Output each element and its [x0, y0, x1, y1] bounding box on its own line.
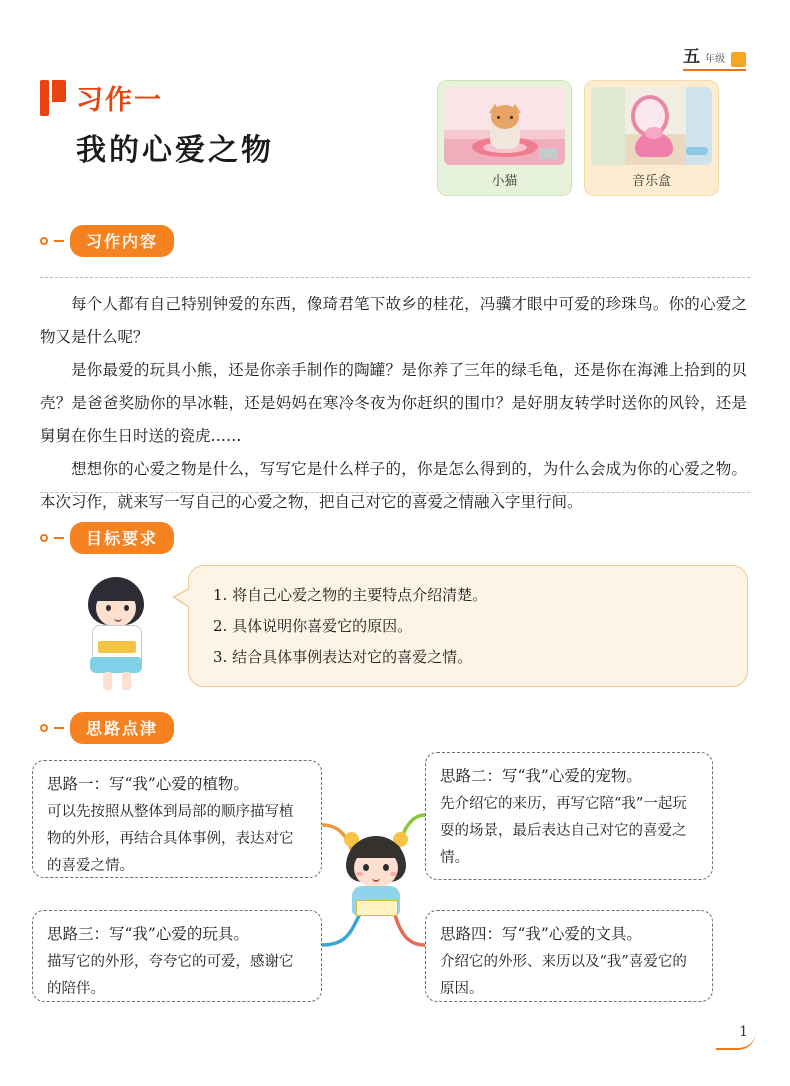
goals-speech-bubble [188, 565, 748, 687]
page-title [40, 78, 420, 169]
paragraph: 是你最爱的玩具小熊，还是你亲手制作的陶罐？是你养了三年的绿毛龟，还是你在海滩上拾到的贝壳？是爸爸奖励你的旱冰鞋，还是妈妈在寒冷冬夜为你赶织的围巾？是好朋友转学时送你的风铃，还是舅舅在你生日时送的瓷虎…… [40, 361, 747, 445]
grade-suffix: 年级 [705, 54, 725, 65]
girl-character-icon [62, 573, 172, 693]
section-header-goals [40, 522, 174, 554]
goal-item: 1. 将自己心爱之物的主要特点介绍清楚。 [213, 586, 488, 604]
idea-text: 描写它的外形，夸夸它的可爱，感谢它的陪伴。 [47, 954, 294, 997]
section-header-content [40, 225, 174, 257]
paragraph: 想想你的心爱之物是什么，写写它是什么样子的，你是怎么得到的，为什么会成为你的心爱之物。本次习作，就来写一写自己的心爱之物，把自己对它的喜爱之情融入字里行间。 [40, 460, 747, 511]
bullet-line-icon [54, 727, 64, 729]
idea-title: 思路四：写“我”心爱的文具。 [440, 925, 642, 943]
idea-title: 思路一：写“我”心爱的植物。 [47, 775, 249, 793]
idea-text: 介绍它的外形、来历以及“我”喜爱它的原因。 [440, 954, 687, 997]
divider [40, 277, 750, 278]
idea-box [32, 910, 322, 1002]
bullet-line-icon [54, 240, 64, 242]
divider [40, 492, 750, 493]
cat-photo-icon [444, 87, 565, 165]
grade-tag [683, 42, 746, 71]
idea-title: 思路二：写“我”心爱的宠物。 [440, 767, 642, 785]
picture-card-caption: 音乐盒 [631, 174, 671, 189]
reading-child-icon [330, 830, 422, 926]
content-paragraphs [40, 288, 747, 519]
unit-label: 习作一 [76, 85, 163, 116]
idea-box [425, 752, 713, 880]
music-box-photo-icon [591, 87, 712, 165]
picture-card[interactable] [584, 80, 719, 196]
bullet-circle-icon [40, 237, 48, 245]
picture-card-caption: 小猫 [491, 174, 518, 189]
picture-card-list [437, 80, 719, 196]
flag-icon [40, 80, 66, 116]
goal-item: 2. 具体说明你喜爱它的原因。 [213, 617, 413, 635]
section-label: 习作内容 [70, 225, 174, 257]
goal-item: 3. 结合具体事例表达对它的喜爱之情。 [213, 648, 473, 666]
idea-title: 思路三：写“我”心爱的玩具。 [47, 925, 249, 943]
picture-card[interactable] [437, 80, 572, 196]
idea-box [32, 760, 322, 878]
orange-square-icon [731, 52, 746, 67]
page-number [739, 1024, 748, 1040]
bullet-circle-icon [40, 534, 48, 542]
paragraph: 每个人都有自己特别钟爱的东西，像琦君笔下故乡的桂花，冯骥才眼中可爱的珍珠鸟。你的心爱之物又是什么呢？ [40, 295, 747, 346]
title-main: 我的心爱之物 [76, 133, 274, 168]
page-number-value: 1 [739, 1024, 748, 1040]
section-label: 目标要求 [70, 522, 174, 554]
idea-text: 先介绍它的来历，再写它陪“我”一起玩耍的场景，最后表达自己对它的喜爱之情。 [440, 796, 687, 866]
idea-text: 可以先按照从整体到局部的顺序描写植物的外形，再结合具体事例，表达对它的喜爱之情。 [47, 804, 294, 874]
grade-value: 五 [683, 47, 701, 67]
page-corner-icon [716, 1022, 756, 1050]
idea-box [425, 910, 713, 1002]
bullet-line-icon [54, 537, 64, 539]
goals-block [40, 565, 750, 695]
section-label: 思路点津 [70, 712, 174, 744]
